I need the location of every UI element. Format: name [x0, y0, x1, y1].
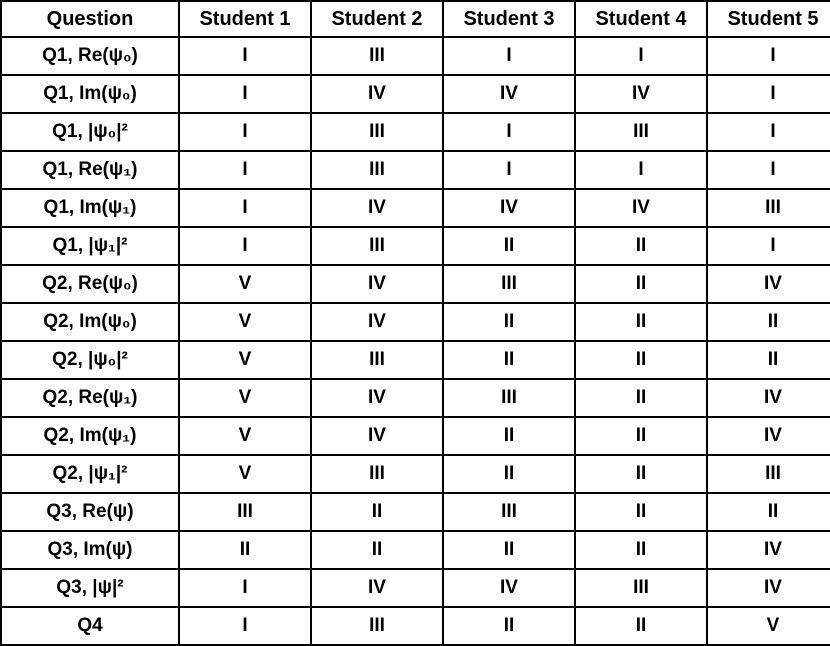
response-cell: III: [443, 265, 575, 303]
response-cell: III: [311, 607, 443, 645]
response-cell: IV: [443, 569, 575, 607]
response-cell: III: [443, 493, 575, 531]
response-cell: II: [575, 303, 707, 341]
response-cell: II: [443, 417, 575, 455]
table-row: [1, 341, 830, 379]
response-cell: I: [179, 37, 311, 75]
row-header-question: Q3, Im(ψ): [1, 531, 179, 569]
row-header-question: Q2, Im(ψ₀): [1, 303, 179, 341]
table-row: [1, 379, 830, 417]
response-cell: I: [575, 37, 707, 75]
row-header-question: Q2, |ψ₁|²: [1, 455, 179, 493]
row-header-question: Q2, Re(ψ₀): [1, 265, 179, 303]
table-row: [1, 227, 830, 265]
response-cell: III: [707, 455, 830, 493]
table-row: [1, 113, 830, 151]
row-header-question: Q2, Re(ψ₁): [1, 379, 179, 417]
response-cell: I: [179, 227, 311, 265]
response-cell: II: [575, 607, 707, 645]
table-row: [1, 569, 830, 607]
response-cell: I: [179, 113, 311, 151]
response-cell: IV: [707, 531, 830, 569]
row-header-question: Q3, |ψ|²: [1, 569, 179, 607]
table-row: [1, 75, 830, 113]
row-header-question: Q1, |ψ₀|²: [1, 113, 179, 151]
response-cell: II: [443, 227, 575, 265]
response-cell: III: [707, 189, 830, 227]
response-cell: II: [575, 265, 707, 303]
response-cell: I: [443, 37, 575, 75]
table-row: [1, 455, 830, 493]
response-cell: III: [311, 341, 443, 379]
response-cell: III: [575, 569, 707, 607]
table-row: [1, 303, 830, 341]
response-cell: IV: [311, 189, 443, 227]
response-cell: I: [443, 151, 575, 189]
response-cell: II: [575, 417, 707, 455]
response-cell: IV: [707, 265, 830, 303]
response-cell: I: [179, 607, 311, 645]
response-cell: V: [179, 303, 311, 341]
response-cell: I: [707, 75, 830, 113]
response-cell: III: [311, 455, 443, 493]
table-row: [1, 531, 830, 569]
table-row: [1, 493, 830, 531]
response-cell: II: [575, 455, 707, 493]
row-header-question: Q1, Re(ψ₀): [1, 37, 179, 75]
row-header-question: Q1, Re(ψ₁): [1, 151, 179, 189]
response-cell: I: [707, 113, 830, 151]
table-row: [1, 37, 830, 75]
response-cell: V: [179, 455, 311, 493]
response-cell: II: [707, 341, 830, 379]
response-cell: II: [707, 493, 830, 531]
response-cell: IV: [311, 75, 443, 113]
table-body: [1, 37, 830, 645]
row-header-question: Q2, Im(ψ₁): [1, 417, 179, 455]
response-cell: I: [179, 75, 311, 113]
response-cell: III: [311, 151, 443, 189]
response-cell: III: [311, 227, 443, 265]
response-cell: V: [179, 417, 311, 455]
response-cell: III: [575, 113, 707, 151]
response-cell: V: [707, 607, 830, 645]
response-cell: III: [311, 113, 443, 151]
response-cell: IV: [311, 417, 443, 455]
response-cell: I: [707, 37, 830, 75]
response-cell: V: [179, 265, 311, 303]
response-cell: I: [707, 227, 830, 265]
column-header-student-4: Student 4: [575, 1, 707, 37]
row-header-question: Q2, |ψ₀|²: [1, 341, 179, 379]
response-cell: IV: [311, 303, 443, 341]
response-cell: II: [575, 227, 707, 265]
table-row: [1, 151, 830, 189]
table-row: [1, 189, 830, 227]
response-cell: II: [443, 341, 575, 379]
response-cell: IV: [707, 379, 830, 417]
response-cell: I: [179, 569, 311, 607]
table-row: [1, 417, 830, 455]
response-cell: II: [311, 493, 443, 531]
response-cell: IV: [311, 569, 443, 607]
row-header-question: Q4: [1, 607, 179, 645]
table-row: [1, 607, 830, 645]
response-cell: IV: [575, 75, 707, 113]
response-cell: II: [443, 531, 575, 569]
response-cell: III: [443, 379, 575, 417]
response-cell: II: [575, 341, 707, 379]
column-header-student-5: Student 5: [707, 1, 830, 37]
response-cell: II: [179, 531, 311, 569]
response-cell: V: [179, 379, 311, 417]
row-header-question: Q1, Im(ψ₀): [1, 75, 179, 113]
table-header-row: [1, 1, 830, 37]
response-cell: III: [179, 493, 311, 531]
row-header-question: Q3, Re(ψ): [1, 493, 179, 531]
response-cell: II: [575, 493, 707, 531]
response-cell: IV: [575, 189, 707, 227]
response-cell: II: [707, 303, 830, 341]
response-cell: II: [311, 531, 443, 569]
response-cell: I: [575, 151, 707, 189]
response-cell: I: [443, 113, 575, 151]
response-cell: II: [575, 379, 707, 417]
column-header-question: Question: [1, 1, 179, 37]
response-cell: V: [179, 341, 311, 379]
response-cell: IV: [311, 379, 443, 417]
table-row: [1, 265, 830, 303]
column-header-student-3: Student 3: [443, 1, 575, 37]
response-cell: IV: [443, 75, 575, 113]
response-cell: IV: [443, 189, 575, 227]
response-cell: I: [707, 151, 830, 189]
row-header-question: Q1, |ψ₁|²: [1, 227, 179, 265]
column-header-student-2: Student 2: [311, 1, 443, 37]
column-header-student-1: Student 1: [179, 1, 311, 37]
row-header-question: Q1, Im(ψ₁): [1, 189, 179, 227]
response-cell: I: [179, 151, 311, 189]
response-cell: II: [443, 455, 575, 493]
response-cell: I: [179, 189, 311, 227]
response-cell: III: [311, 37, 443, 75]
response-cell: II: [443, 303, 575, 341]
response-cell: IV: [707, 569, 830, 607]
response-cell: IV: [707, 417, 830, 455]
response-cell: II: [575, 531, 707, 569]
response-cell: II: [443, 607, 575, 645]
response-cell: IV: [311, 265, 443, 303]
